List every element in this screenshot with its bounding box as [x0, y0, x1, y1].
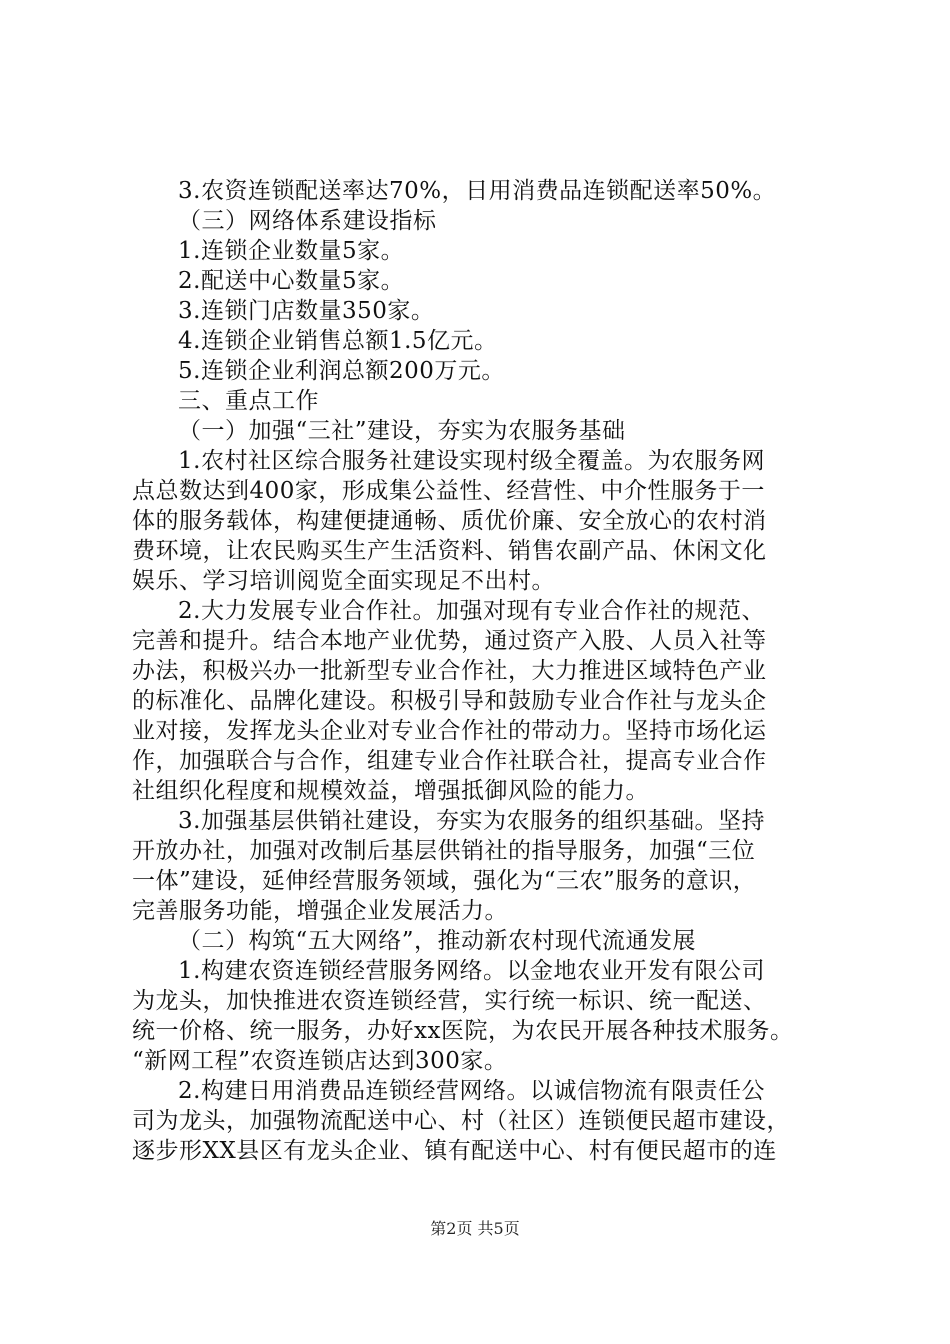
- text-line: 5.连锁企业利润总额200万元。: [178, 358, 505, 384]
- text-line: 1.农村社区综合服务社建设实现村级全覆盖。为农服务网: [178, 448, 765, 474]
- text-line: 体的服务载体，构建便捷通畅、质优价廉、安全放心的农村消: [132, 508, 767, 534]
- text-line: 完善服务功能，增强企业发展活力。: [132, 898, 508, 924]
- text-line: 2.大力发展专业合作社。加强对现有专业合作社的规范、: [178, 598, 765, 624]
- text-line: （一）加强“三社”建设，夯实为农服务基础: [178, 418, 626, 444]
- text-line: 3.连锁门店数量350家。: [178, 298, 435, 324]
- text-line: 的标准化、品牌化建设。积极引导和鼓励专业合作社与龙头企: [132, 688, 767, 714]
- text-line: 作，加强联合与合作，组建专业合作社联合社，提高专业合作: [132, 748, 767, 774]
- text-line: 1.构建农资连锁经营服务网络。以金地农业开发有限公司: [178, 958, 765, 984]
- text-line: “新网工程”农资连锁店达到300家。: [132, 1048, 508, 1074]
- text-line: 开放办社，加强对改制后基层供销社的指导服务，加强“三位: [132, 838, 756, 864]
- text-line: 社组织化程度和规模效益，增强抵御风险的能力。: [132, 778, 649, 804]
- text-line: 司为龙头，加强物流配送中心、村（社区）连锁便民超市建设，: [132, 1108, 790, 1134]
- text-line: 完善和提升。结合本地产业优势，通过资产入股、人员入社等: [132, 628, 767, 654]
- text-line: 娱乐、学习培训阅览全面实现足不出村。: [132, 568, 555, 594]
- text-line: 3.加强基层供销社建设，夯实为农服务的组织基础。坚持: [178, 808, 765, 834]
- text-line: 2.配送中心数量5家。: [178, 268, 405, 294]
- page-footer: 第2页 共5页: [430, 1219, 520, 1238]
- text-line: 3.农资连锁配送率达70%，日用消费品连锁配送率50%。: [178, 178, 777, 204]
- text-line: 点总数达到400家，形成集公益性、经营性、中介性服务于一: [132, 478, 765, 504]
- text-line: 统一价格、统一服务，办好xx医院，为农民开展各种技术服务。: [132, 1018, 794, 1044]
- text-line: 一体”建设，延伸经营服务领域，强化为“三农”服务的意识，: [132, 868, 757, 894]
- text-line: 费环境，让农民购买生产生活资料、销售农副产品、休闲文化: [132, 538, 767, 564]
- text-line: 逐步形XX县区有龙头企业、镇有配送中心、村有便民超市的连: [132, 1138, 777, 1164]
- text-line: 1.连锁企业数量5家。: [178, 238, 405, 264]
- text-line: 2.构建日用消费品连锁经营网络。以诚信物流有限责任公: [178, 1078, 765, 1104]
- text-line: 4.连锁企业销售总额1.5亿元。: [178, 328, 498, 354]
- text-line: 为龙头，加快推进农资连锁经营，实行统一标识、统一配送、: [132, 988, 767, 1014]
- text-line: （二）构筑“五大网络”，推动新农村现代流通发展: [178, 928, 697, 954]
- text-line: （三）网络体系建设指标: [178, 208, 437, 234]
- text-line: 办法，积极兴办一批新型专业合作社，大力推进区域特色产业: [132, 658, 767, 684]
- text-line: 三、重点工作: [178, 388, 319, 414]
- document-body: [132, 176, 832, 1166]
- text-line: 业对接，发挥龙头企业对专业合作社的带动力。坚持市场化运: [132, 718, 767, 744]
